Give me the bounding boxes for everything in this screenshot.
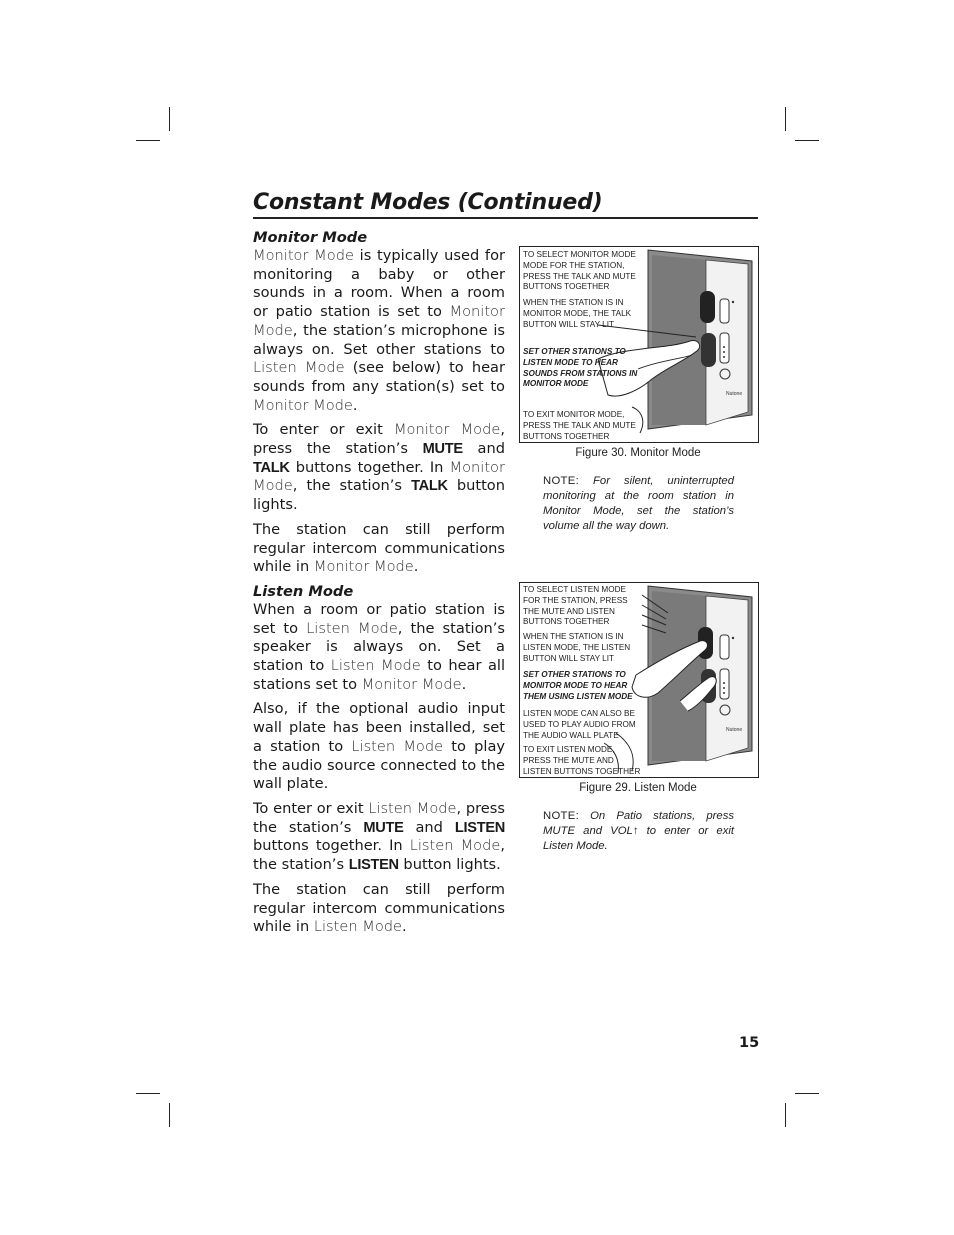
crop-mark <box>136 140 160 141</box>
paragraph: To enter or exit Listen Mode, press the station’s MUTE and LISTEN buttons together. In Listen Mode, the station’s LISTEN button lights. <box>253 799 505 874</box>
paragraph: The station can still perform regular intercom communications while in Listen Mode. <box>253 880 505 936</box>
figure-caption: Figure 29. Listen Mode <box>579 782 697 794</box>
figure-callout: LISTEN MODE CAN ALSO BE USED TO PLAY AUDIO FROM THE AUDIO WALL PLATE <box>523 709 636 740</box>
figure-listen-mode <box>519 582 759 778</box>
figure-callout: WHEN THE STATION IS IN MONITOR MODE, THE TALK BUTTON WILL STAY LIT <box>523 298 632 329</box>
page-number: 15 <box>739 1035 760 1051</box>
paragraph: The station can still perform regular intercom communications while in Monitor Mode. <box>253 520 505 576</box>
section-heading-monitor-mode: Monitor Mode <box>253 229 368 246</box>
figure-callout: TO SELECT MONITOR MODE MODE FOR THE STATION, PRESS THE TALK AND MUTE BUTTONS TOGETHER <box>523 250 636 292</box>
figure-callout: TO EXIT MONITOR MODE, PRESS THE TALK AND MUTE BUTTONS TOGETHER <box>523 410 636 441</box>
device-brand-text: Nutone <box>726 727 743 733</box>
paragraph: To enter or exit Monitor Mode, press the station’s MUTE and TALK buttons together. In Monitor Mode, the station’s TALK button lights. <box>253 421 505 514</box>
text-column <box>253 229 505 943</box>
paragraph: When a room or patio station is set to Listen Mode, the station’s speaker is always on. Set a station to Listen Mode to hear all stations set to Monitor Mode. <box>253 600 506 693</box>
figure-callout: SET OTHER STATIONS TO LISTEN MODE TO HEAR SOUNDS FROM STATIONS IN MONITOR MODE <box>523 347 638 389</box>
title-rule <box>253 217 758 219</box>
figure-monitor-mode <box>519 246 759 443</box>
page-title: Constant Modes (Continued) <box>253 190 603 215</box>
arrow-up-icon: ↑ <box>632 825 639 837</box>
figure-callout: TO SELECT LISTEN MODE FOR THE STATION, PRESS THE MUTE AND LISTEN BUTTONS TOGETHER <box>523 585 628 627</box>
crop-mark <box>795 1093 819 1094</box>
section-heading-listen-mode: Listen Mode <box>253 582 354 600</box>
figure-callout: TO EXIT LISTEN MODE, PRESS THE MUTE AND LISTEN BUTTONS TOGETHER <box>523 745 641 776</box>
figure-caption: Figure 30. Monitor Mode <box>575 447 701 459</box>
figure-note: NOTE: For silent, uninterrupted monitoring at the room station in Monitor Mode, set the station’s volume all the way down. <box>543 475 734 532</box>
figure-callout: SET OTHER STATIONS TO MONITOR MODE TO HEAR THEM USING LISTEN MODE <box>523 670 633 701</box>
paragraph: Monitor Mode is typically used for monitoring a baby or other sounds in a room. When a room or patio station is set to Monitor Mode, the station’s microphone is always on. Set other stations to Listen Mode (see below) to hear sounds from any station(s) set to Monitor Mode. <box>253 247 505 414</box>
crop-mark <box>795 140 819 141</box>
crop-mark <box>136 1093 160 1094</box>
paragraph: Also, if the optional audio input wall plate has been installed, set a station to Listen Mode to play the audio source connected to the wall plate. <box>253 700 506 793</box>
figure-callout: WHEN THE STATION IS IN LISTEN MODE, THE LISTEN BUTTON WILL STAY LIT <box>523 632 631 663</box>
crop-mark <box>169 107 170 131</box>
crop-mark <box>785 107 786 131</box>
crop-mark <box>785 1103 786 1127</box>
figure-note: NOTE: On Patio stations, press MUTE and VOL↑ to enter or exit Listen Mode. <box>543 810 734 852</box>
device-brand-text: Nutone <box>726 391 743 397</box>
crop-mark <box>169 1103 170 1127</box>
